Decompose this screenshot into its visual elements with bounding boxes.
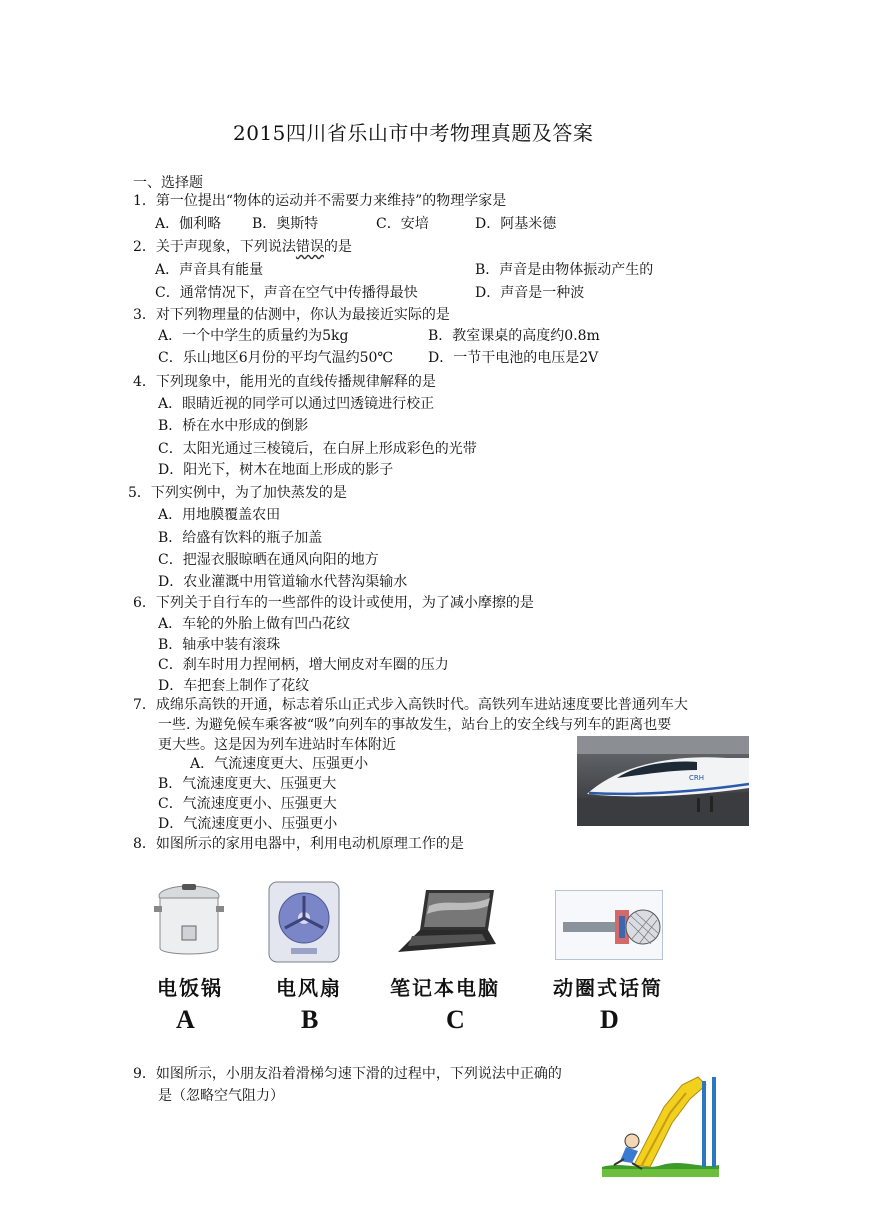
- q9-stem-line2: 是（忽略空气阻力）: [158, 1088, 284, 1104]
- q5-option-b: B．给盛有饮料的瓶子加盖: [158, 530, 323, 546]
- q8-label-d: 动圈式话筒: [553, 976, 663, 1000]
- q2-option-d: D．声音是一种波: [475, 285, 585, 301]
- q5-option-c: C．把湿衣服晾晒在通风向阳的地方: [158, 552, 379, 568]
- q4-stem: 4．下列现象中，能用光的直线传播规律解释的是: [133, 374, 436, 390]
- q5-option-a: A．用地膜覆盖农田: [158, 507, 281, 523]
- q6-option-a: A．车轮的外胎上做有凹凸花纹: [158, 616, 351, 632]
- q8-letter-d: D: [600, 1005, 619, 1034]
- q4-option-a: A．眼睛近视的同学可以通过凹透镜进行校正: [158, 396, 435, 412]
- q2-stem: 2．关于声现象，下列说法错误的是: [133, 239, 352, 255]
- q1-option-d: D．阿基米德: [475, 216, 557, 232]
- q7-stem-line2: 一些. 为避免候车乘客被“吸”向列车的事故发生，站台上的安全线与列车的距离也要: [158, 717, 672, 733]
- q7-stem-line1: 7．成绵乐高铁的开通，标志着乐山正式步入高铁时代。高铁列车进站速度要比普通列车大: [133, 697, 688, 713]
- q7-option-d: D．气流速度更小、压强更小: [158, 816, 338, 832]
- q3-option-b: B．教室课桌的高度约0.8m: [428, 328, 600, 344]
- dynamic-microphone-image: [555, 890, 663, 960]
- q8-label-a: 电饭锅: [157, 976, 223, 1000]
- q7-option-c: C．气流速度更小、压强更大: [158, 796, 337, 812]
- q3-stem: 3．对下列物理量的估测中，你认为最接近实际的是: [133, 307, 450, 323]
- slide-child-image: [602, 1075, 719, 1177]
- train-logo-text: CRH: [689, 774, 705, 782]
- q4-option-c: C．太阳光通过三棱镜后，在白屏上形成彩色的光带: [158, 441, 477, 457]
- q1-option-c: C．安培: [376, 216, 429, 232]
- laptop-image: [396, 886, 500, 958]
- q4-option-d: D．阳光下，树木在地面上形成的影子: [158, 462, 394, 478]
- high-speed-train-image: [577, 736, 749, 826]
- q7-stem-line3: 更大些。这是因为列车进站时车体附近: [158, 737, 396, 753]
- q2-option-b: B．声音是由物体振动产生的: [475, 262, 654, 278]
- q3-option-c: C．乐山地区6月份的平均气温约50℃: [158, 350, 394, 366]
- q8-label-c: 笔记本电脑: [390, 976, 500, 1000]
- q6-option-c: C．刹车时用力捏闸柄，增大闸皮对车圈的压力: [158, 657, 449, 673]
- q6-option-b: B．轴承中装有滚珠: [158, 637, 281, 653]
- q4-option-b: B．桥在水中形成的倒影: [158, 418, 309, 434]
- rice-cooker-image: [148, 880, 230, 962]
- q6-option-d: D．车把套上制作了花纹: [158, 678, 310, 694]
- section-heading: 一、选择题: [133, 175, 203, 191]
- q8-letter-b: B: [301, 1005, 319, 1034]
- q8-label-b: 电风扇: [276, 976, 342, 1000]
- q5-stem: 5．下列实例中，为了加快蒸发的是: [128, 485, 347, 501]
- q8-stem: 8．如图所示的家用电器中，利用电动机原理工作的是: [133, 836, 464, 852]
- q6-stem: 6．下列关于自行车的一些部件的设计或使用，为了减小摩擦的是: [133, 595, 534, 611]
- q1-option-a: A．伽利略: [155, 216, 222, 232]
- page-title: 2015四川省乐山市中考物理真题及答案: [233, 121, 594, 145]
- q3-option-a: A．一个中学生的质量约为5kg: [158, 328, 349, 344]
- q9-stem-line1: 9．如图所示，小朋友沿着滑梯匀速下滑的过程中，下列说法中正确的: [133, 1066, 562, 1082]
- q5-option-d: D．农业灌溉中用管道输水代替沟渠输水: [158, 574, 408, 590]
- q1-stem: 1．第一位提出“物体的运动并不需要力来维持”的物理学家是: [133, 193, 507, 209]
- electric-fan-image: [263, 880, 345, 966]
- q8-letter-a: A: [176, 1005, 195, 1034]
- q8-letter-c: C: [446, 1005, 465, 1034]
- q1-option-b: B．奥斯特: [252, 216, 319, 232]
- q3-option-d: D．一节干电池的电压是2V: [428, 350, 599, 366]
- q7-option-a: A．气流速度更大、压强更小: [190, 756, 369, 772]
- q7-option-b: B．气流速度更大、压强更大: [158, 776, 337, 792]
- q2-option-c: C．通常情况下，声音在空气中传播得最快: [155, 285, 418, 301]
- q2-option-a: A．声音具有能量: [155, 262, 264, 278]
